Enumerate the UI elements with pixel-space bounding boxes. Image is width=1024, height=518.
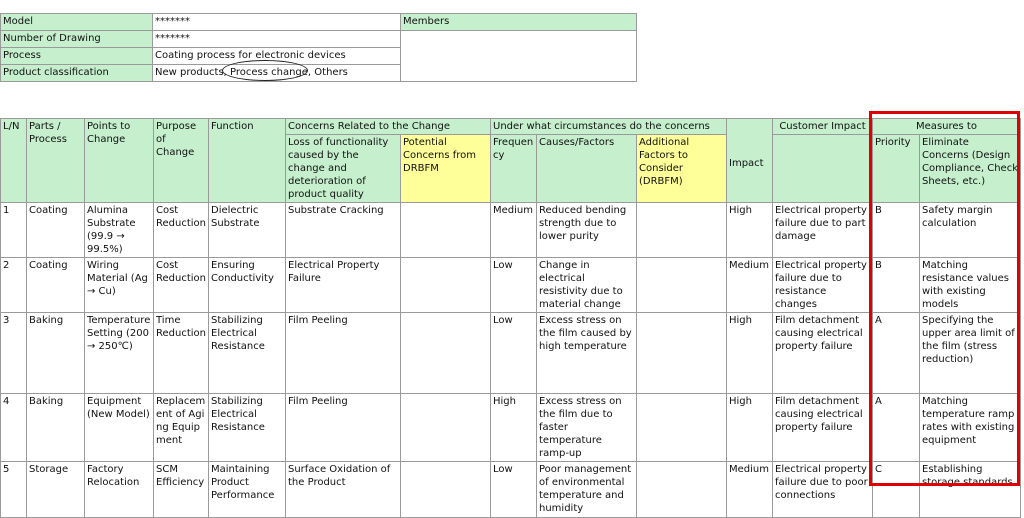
drbfm-table — [0, 118, 1021, 518]
cell-cause: Reduced bending strength due to lower purity — [537, 203, 637, 258]
cell-part: Baking — [27, 313, 85, 394]
cell-customer: Electrical property failure due to part damage — [773, 203, 873, 258]
header-additional-factors: Additional Factors to Consider (DRBFM) — [637, 135, 727, 203]
cell-loss: Surface Oxidation of the Product — [286, 462, 401, 518]
cell-additional — [637, 258, 727, 313]
cell-frequency: Low — [491, 258, 537, 313]
cell-function: Stabilizing Electrical Resistance — [209, 313, 286, 394]
cell-ln: 4 — [1, 394, 27, 462]
cell-point: Wiring Material (Ag → Cu) — [85, 258, 154, 313]
header-priority: Priority — [873, 135, 920, 203]
drawing-number-value: ******* — [153, 31, 401, 48]
cell-additional — [637, 203, 727, 258]
cell-ln: 3 — [1, 313, 27, 394]
cell-potential — [401, 313, 491, 394]
cell-impact: Medium — [727, 462, 773, 518]
cell-loss: Film Peeling — [286, 394, 401, 462]
model-label: Model — [1, 14, 153, 31]
cell-impact: Medium — [727, 258, 773, 313]
header-circumstances-group: Under what circumstances do the concerns — [491, 119, 727, 135]
cell-potential — [401, 394, 491, 462]
cell-additional — [637, 394, 727, 462]
cell-part: Coating — [27, 203, 85, 258]
cell-point: Temperature Setting (200 → 250℃) — [85, 313, 154, 394]
cell-measure: Establishing storage standards — [920, 462, 1021, 518]
cell-customer: Film detachment causing electrical property failure — [773, 394, 873, 462]
header-impact: Impact — [727, 119, 773, 203]
cell-customer: Electrical property failure due to poor connections — [773, 462, 873, 518]
header-loss-of-functionality: Loss of functionality caused by the change and deterioration of product quality — [286, 135, 401, 203]
cell-priority: C — [873, 462, 920, 518]
cell-ln: 1 — [1, 203, 27, 258]
model-value: ******* — [153, 14, 401, 31]
header-frequency: Frequency — [491, 135, 537, 203]
cell-potential — [401, 203, 491, 258]
cell-priority: A — [873, 394, 920, 462]
cell-measure: Matching temperature ramp rates with existing equipment — [920, 394, 1021, 462]
cell-function: Dielectric Substrate — [209, 203, 286, 258]
cell-part: Storage — [27, 462, 85, 518]
cell-function: Stabilizing Electrical Resistance — [209, 394, 286, 462]
table-row — [1, 462, 1021, 518]
cell-loss: Electrical Property Failure — [286, 258, 401, 313]
header-measures-group: Measures to — [873, 119, 1021, 135]
cell-loss: Substrate Cracking — [286, 203, 401, 258]
cell-impact: High — [727, 394, 773, 462]
table-row — [1, 203, 1021, 258]
cell-priority: A — [873, 313, 920, 394]
product-classification-label: Product classification — [1, 65, 153, 82]
members-label: Members — [401, 14, 637, 31]
cell-loss: Film Peeling — [286, 313, 401, 394]
process-label: Process — [1, 48, 153, 65]
header-function: Function — [209, 119, 286, 203]
header-customer-impact: Customer Impact — [773, 119, 873, 135]
cell-measure: Specifying the upper area limit of the film (stress reduction) — [920, 313, 1021, 394]
cell-cause: Excess stress on the film due to faster temperature ramp-up — [537, 394, 637, 462]
cell-function: Ensuring Conductivity — [209, 258, 286, 313]
header-potential-concerns: Potential Concerns from DRBFM — [401, 135, 491, 203]
cell-additional — [637, 313, 727, 394]
header-parts-process: Parts / Process — [27, 119, 85, 203]
cell-cause: Poor management of environmental temperature and humidity — [537, 462, 637, 518]
info-table — [0, 13, 637, 82]
cell-potential — [401, 462, 491, 518]
drawing-number-label: Number of Drawing — [1, 31, 153, 48]
cell-point: Alumina Substrate (99.9 → 99.5%) — [85, 203, 154, 258]
cell-customer: Film detachment causing electrical property failure — [773, 313, 873, 394]
header-points-to-change: Points to Change — [85, 119, 154, 203]
cell-part: Coating — [27, 258, 85, 313]
cell-cause: Excess stress on the film caused by high temperature — [537, 313, 637, 394]
cell-frequency: Low — [491, 313, 537, 394]
header-concerns-group: Concerns Related to the Change — [286, 119, 491, 135]
cell-potential — [401, 258, 491, 313]
cell-ln: 5 — [1, 462, 27, 518]
cell-part: Baking — [27, 394, 85, 462]
product-classification-value: New products, Process change, Others — [153, 65, 401, 82]
cell-impact: High — [727, 313, 773, 394]
cell-priority: B — [873, 203, 920, 258]
table-row — [1, 313, 1021, 394]
cell-frequency: Low — [491, 462, 537, 518]
cell-purpose: Time Reduction — [154, 313, 209, 394]
header-purpose-of-change: Purpose of Change — [154, 119, 209, 203]
cell-cause: Change in electrical resistivity due to material change — [537, 258, 637, 313]
cell-measure: Safety margin calculation — [920, 203, 1021, 258]
table-row — [1, 394, 1021, 462]
members-value — [401, 31, 637, 82]
cell-purpose: SCM Efficiency — [154, 462, 209, 518]
cell-purpose: Replacement of Aging Equipment — [154, 394, 209, 462]
cell-additional — [637, 462, 727, 518]
cell-measure: Matching resistance values with existing models — [920, 258, 1021, 313]
cell-point: Factory Relocation — [85, 462, 154, 518]
cell-function: Maintaining Product Performance — [209, 462, 286, 518]
cell-point: Equipment (New Model) — [85, 394, 154, 462]
cell-impact: High — [727, 203, 773, 258]
cell-frequency: High — [491, 394, 537, 462]
header-eliminate-concerns: Eliminate Concerns (Design Compliance, Check Sheets, etc.) — [920, 135, 1021, 203]
cell-priority: B — [873, 258, 920, 313]
cell-customer: Electrical property failure due to resistance changes — [773, 258, 873, 313]
header-customer-impact-blank — [773, 135, 873, 203]
header-ln: L/N — [1, 119, 27, 203]
cell-purpose: Cost Reduction — [154, 258, 209, 313]
header-causes-factors: Causes/Factors — [537, 135, 637, 203]
cell-ln: 2 — [1, 258, 27, 313]
table-row — [1, 258, 1021, 313]
cell-purpose: Cost Reduction — [154, 203, 209, 258]
cell-frequency: Medium — [491, 203, 537, 258]
process-value: Coating process for electronic devices — [153, 48, 401, 65]
